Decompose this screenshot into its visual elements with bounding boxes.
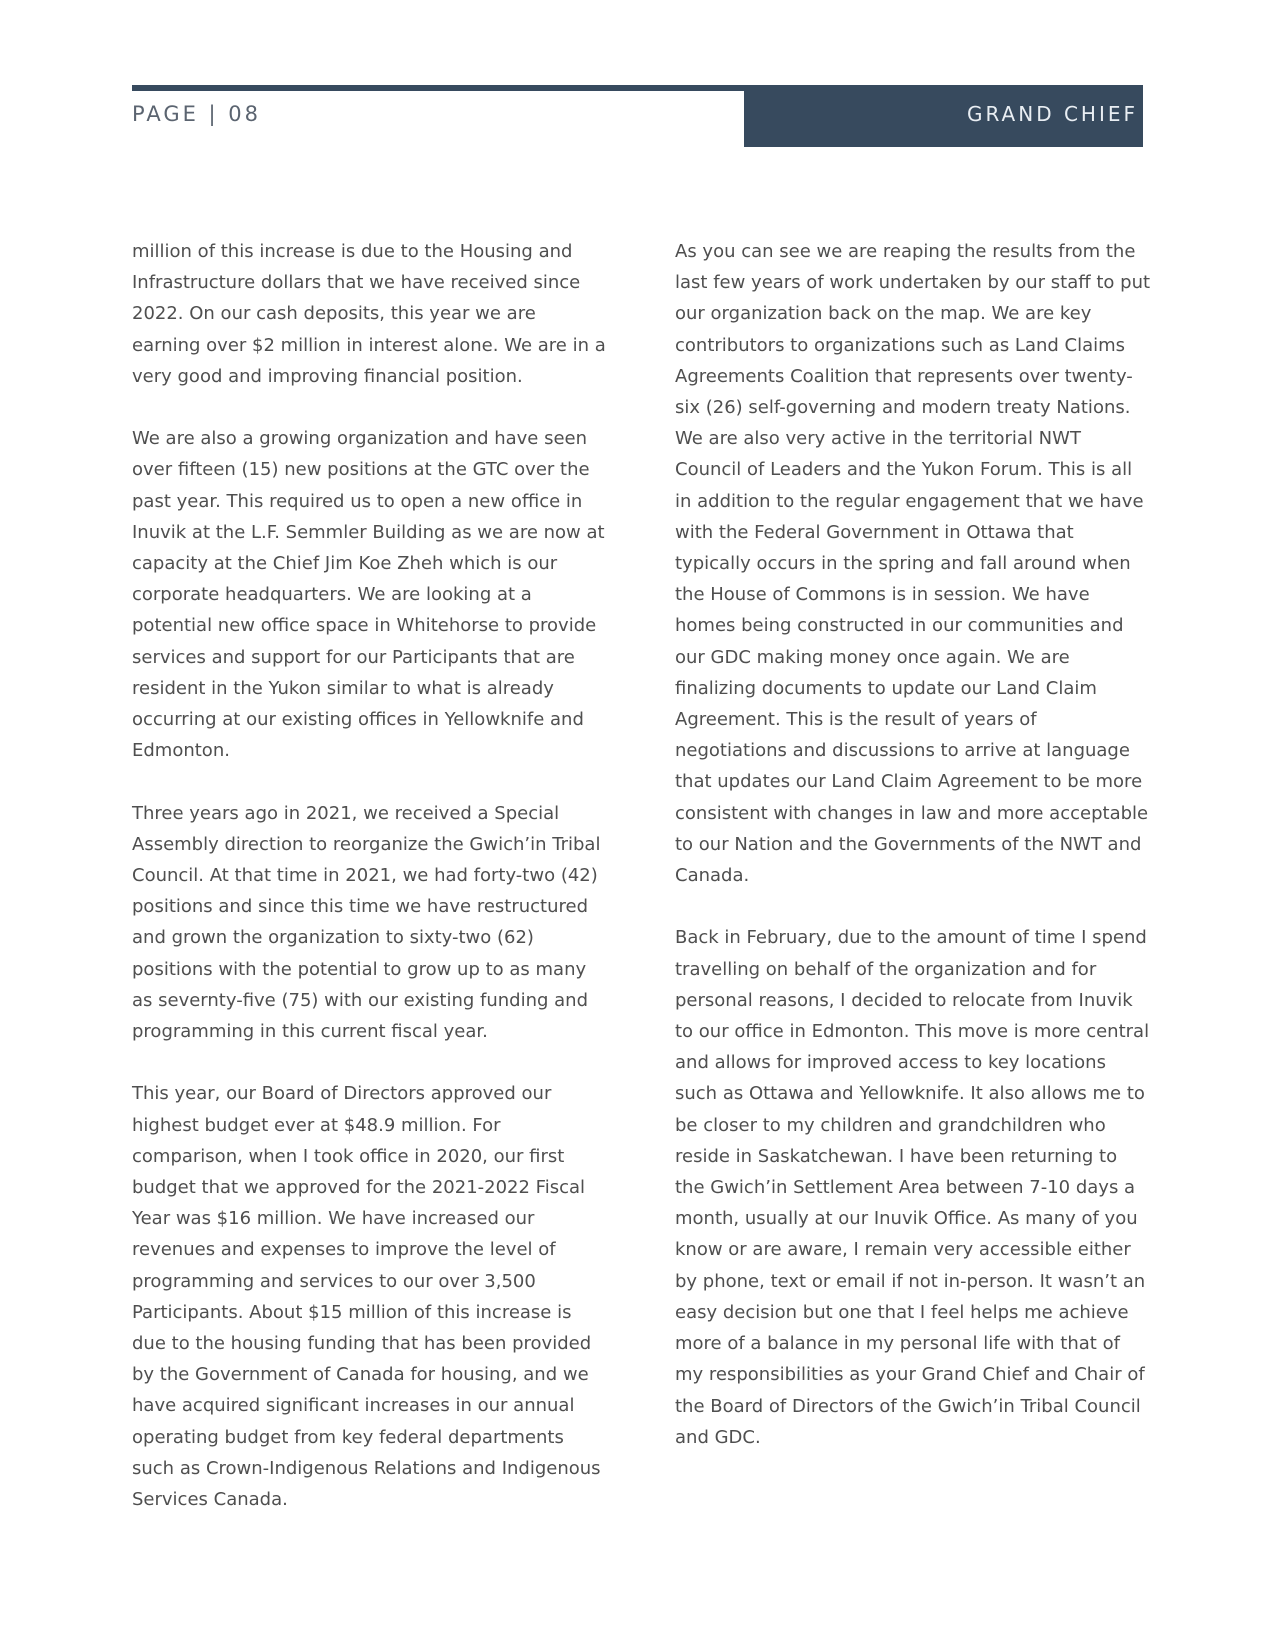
paragraph: million of this increase is due to the Housing and Infrastructure dollars that we have received since 2022. On our cash deposits, this year we are earning over $2 million in interest alone. We are in a very good and improving financial position. — [132, 241, 606, 387]
paragraph: This year, our Board of Directors approved our highest budget ever at $48.9 million. For comparison, when I took office in 2020, our first budget that we approved for the 2021-2022 Fiscal Year was $16 million. We have increased our revenues and expenses to improve the level of programming and services to our over 3,500 Participants. About $15 million of this increase is due to the housing funding that has been provided by the Government of Canada for housing, and we have acquired significant increases in our annual operating budget from key federal departments such as Crown-Indigenous Relations and Indigenous Services Canada. — [132, 1083, 601, 1511]
section-title: GRAND CHIEF — [966, 102, 1138, 126]
page-number: PAGE | 08 — [132, 102, 262, 126]
paragraph: As you can see we are reaping the results from the last few years of work undertaken by our staff to put our organization back on the map. We are key contributors to organizations such as Land Claims Agreements Coalition that represents over twenty-six (26) self-governing and modern treaty Nations. We are also very active in the territorial NWT Council of Leaders and the Yukon Forum. This is all in addition to the regular engagement that we have with the Federal Government in Ottawa that typically occurs in the spring and fall around when the House of Commons is in session. We have homes being constructed in our communities and our GDC making money once again. We are finalizing documents to update our Land Claim Agreement. This is the result of years of negotiations and discussions to arrive at language that updates our Land Claim Agreement to be more consistent with changes in law and more acceptable to our Nation and the Governments of the NWT and Canada. — [675, 241, 1151, 887]
paragraph: We are also a growing organization and have seen over fifteen (15) new positions at the GTC over the past year. This required us to open a new office in Inuvik at the L.F. Semmler Building as we are now at capacity at the Chief Jim Koe Zheh which is our corporate headquarters. We are looking at a potential new office space in Whitehorse to provide services and support for our Participants that are resident in the Yukon similar to what is already occurring at our existing offices in Yellowknife and Edmonton. — [132, 428, 605, 762]
paragraph: Back in February, due to the amount of time I spend travelling on behalf of the organization and for personal reasons, I decided to relocate from Inuvik to our office in Edmonton. This move is more central and allows for improved access to key locations such as Ottawa and Yellowknife. It also allows me to be closer to my children and grandchildren who reside in Saskatchewan. I have been returning to the Gwich’in Settlement Area between 7-10 days a month, usually at our Inuvik Office. As many of you know or are aware, I remain very accessible either by phone, text or email if not in-person. It wasn’t an easy decision but one that I feel helps me achieve more of a balance in my personal life with that of my responsibilities as your Grand Chief and Chair of the Board of Directors of the Gwich’in Tribal Council and GDC. — [675, 927, 1150, 1448]
right-column — [675, 236, 1151, 1484]
left-column — [132, 236, 606, 1546]
paragraph: Three years ago in 2021, we received a Special Assembly direction to reorganize the Gwich’in Tribal Council. At that time in 2021, we had forty-two (42) positions and since this time we have restructured and grown the organization to sixty-two (62) positions with the potential to grow up to as many as severnty-five (75) with our existing funding and programming in this current fiscal year. — [132, 802, 601, 1043]
